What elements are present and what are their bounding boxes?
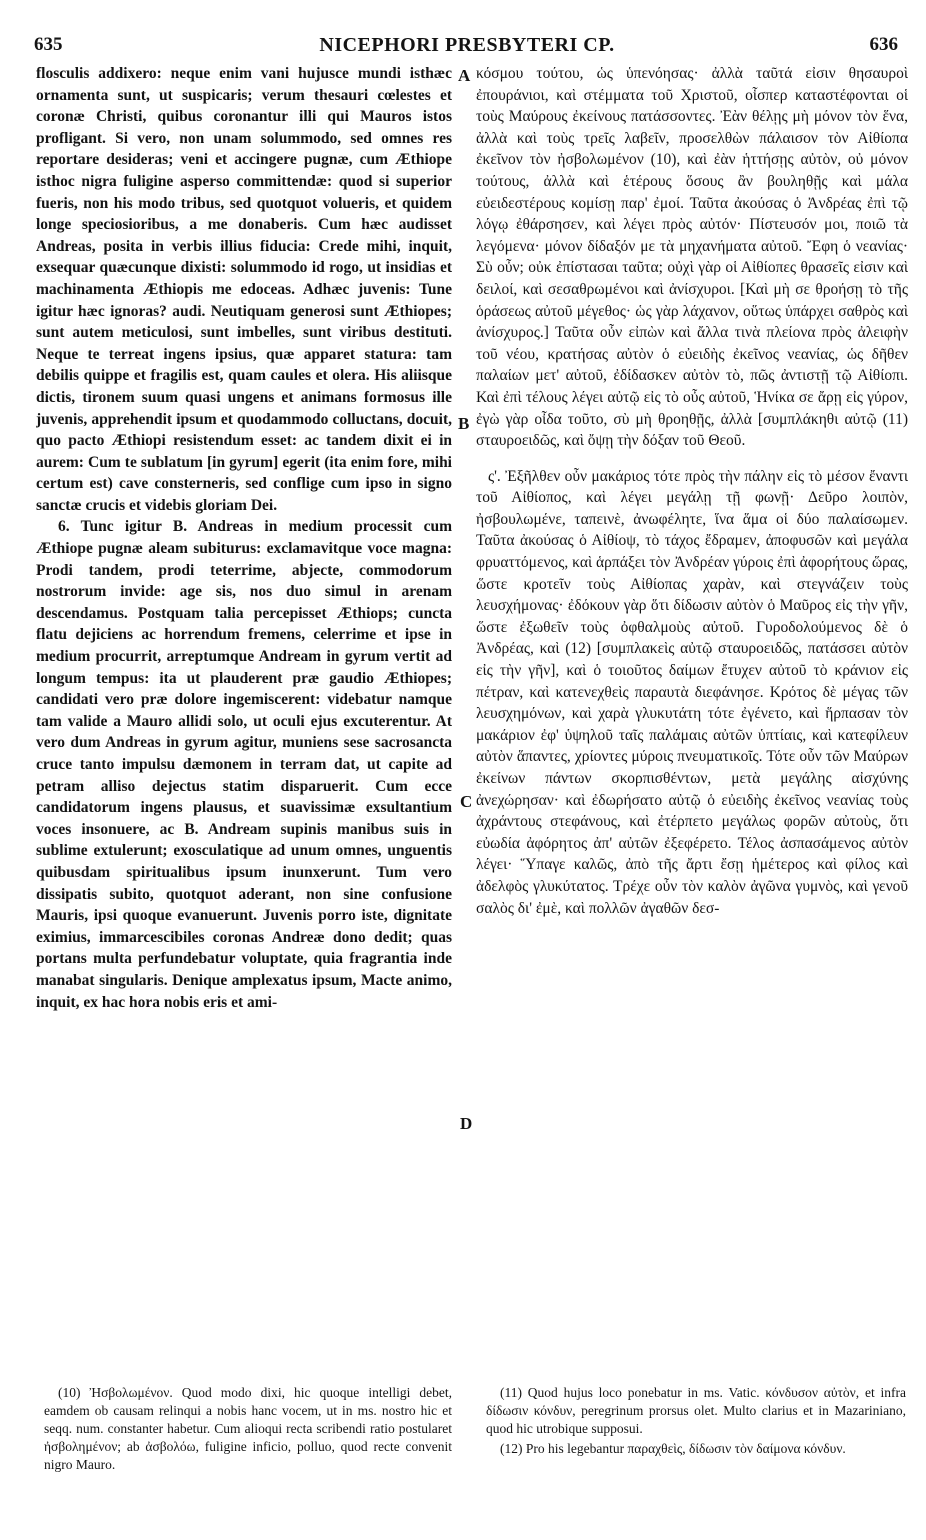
footnote: (12) Pro his legebantur παραχθεὶς, δίδωσιν τὸν δαίμονα κόνδυν. <box>500 1441 846 1456</box>
margin-letter-b: B <box>458 414 470 433</box>
page-number-left: 635 <box>34 34 63 55</box>
greek-paragraph: κόσμου τούτου, ὡς ὑπενόησας· ἀλλὰ ταῦτά εἰσιν θησαυροὶ ἐπουράνιοι, καὶ στέμματα τοῦ Χριστοῦ, οἷσπερ καταστέφονται οἱ τοὺς Μαύρους ἐκείνους πατάσσοντες. Ἐὰν θέλῃς μὴ μόνον τὸν ἕνα, ἀλλὰ καὶ τοὺς τρεῖς λαβεῖν, προσελθὼν πάλαισον τὸν Αἰθίοπα ἐκεῖνον τὸν ἠσβολωμένον (10), καὶ ἐὰν ἡττήσῃς αὐτὸν, οὐ μόνον τούτους, ἀλλὰ καὶ ἑτέρους ὅσους ἂν βουληθῇς καὶ μάλα εὐειδεστέρους κομίσῃ παρ' ἐμοί. Ταῦτα ἀκούσας ὁ Ἀνδρέας ἐπὶ τῷ λόγῳ ἐθάρσησεν, καὶ λέγει πρὸς αὐτόν· Πίστευσόν μοι, ποιῶ τὰ λεγόμενα· μόνον δίδαξόν με τὰ μηχανήματα αὐτοῦ. Ἔφη ὁ νεανίας· Σὺ οὖν; οὐκ ἐπίστασαι ταῦτα; οὐχὶ γὰρ οἱ Αἰθίοπες θρασεῖς εἰσιν καὶ δειλοί, καὶ σεσαθρωμένοι καὶ ἀνίσχυροι. [Καὶ μὴ σε θροήσῃ τὸ τῆς ὁράσεως αὐτοῦ μέγεθος· ὡς γὰρ λάχανον, οὕτως ὑπάρχει σαθρὸς καὶ ἀνίσχυρος.] Ταῦτα οὖν εἰπὼν καὶ ἄλλα τινὰ πλείονα πρὸς ἀλειφὴν τοῦ νέου, κρατήσας αὐτὸν ὁ εὐειδὴς ἐκεῖνος νεανίας, ὡς δῆθεν παλαίων μετ' αὐτοῦ, ἐδίδασκεν αὐτὸν τὸ, πῶς ἀντιστῇ τῷ Αἰθίοπι. Καὶ ἐπὶ τέλους λέγει αὐτῷ εἰς τὸ οὖς αὐτοῦ, Ἡνίκα σε ἄρῃ εἰς γύρον, ἐγὼ γὰρ οἶδα τοῦτο, σὺ μὴ θροηθῇς, ἀλλὰ [συμπλάκηθι αὐτῷ (11) σταυροειδῶς, καὶ ὄψῃ τὴν δόξαν τοῦ Θεοῦ. <box>476 65 908 450</box>
page-number-right: 636 <box>869 34 898 55</box>
footnotes-left <box>44 1384 452 1514</box>
greek-paragraph: ς'. Ἐξῆλθεν οὖν μακάριος τότε πρὸς τὴν πάλην εἰς τὸ μέσον ἔναντι τοῦ Αἰθίοπος, καὶ λέγει μεγάλῃ τῇ φωνῇ· Δεῦρο λοιπὸν, ἠσβουλωμένε, ταπεινὲ, ἀνωφέλητε, ἵνα ἅμα οἱ δύο παλαίσωμεν. Ταῦτα ἀκούσας ὁ Αἰθίοψ, τὸ τάχος ἔδραμεν, ἀποφυσῶν καὶ μεγάλα φρυαττόμενος, καὶ ἁρπάξει τὸν Ἀνδρέαν γύροις ἐπὶ ἀφορήτους ὥρας, ὥστε κροτεῖν τοὺς Αἰθίοπας χαρὰν, καὶ στεγνάζειν τοὺς λευσχήμονας· ἐδόκουν γὰρ ὅτι δίδωσιν αὐτὸν ὁ Μαῦρος εἰς τὴν γῆν, ὥστε ἐξωθεῖν τοὺς ὀφθαλμοὺς αὐτοῦ. Γυροδολούμενος δὲ ὁ Ἀνδρέας, καὶ (12) [συμπλακεὶς αὐτῷ σταυροειδῶς, πατάσσει αὐτὸν εἰς τὴν γῆν], καὶ ὁ τοιοῦτος δαίμων ἔτυχεν αὐτοῦ τὸ κράνιον εἰς πέτραν, καὶ κατενεχθεὶς παραυτὰ διεφάνησε. Κρότος δὲ μέγας τῶν λευσχημόνων, καὶ χαρὰ γλυκυτάτη τότε ἐγένετο, καὶ ἥρπασαν τὸν μακάριον ἐφ' ὑψηλοῦ ταῖς παλάμαις αὐτῶν ὑπτίαις, καὶ κατεφίλευν αὐτὸν ἅπαντες, χρίοντες μύροις πνευματικοῖς. Τότε οὖν τῶν Μαύρων ἐκείνων πάντων σκορπισθέντων, μετὰ μεγάλης αἰσχύνης ἀνεχώρησαν· καὶ ἐδωρήσατο αὐτῷ ὁ εὐειδὴς ἐκεῖνος νεανίας τοὺς ἀχράντους στεφάνους, καὶ ἐτέρπετο μεγάλως φορῶν αὐτοὺς, ὅτι εὐωδία ἀφόρητος ἀπ' αὐτῶν ἐξεφέρετο. Τέλος ἀσπασάμενος αὐτὸν λέγει· Ὕπαγε καλῶς, ἀπὸ τῆς ἄρτι ἔσῃ ἡμέτερος καὶ φίλος καὶ ἀδελφὸς γλυκύτατος. Τρέχε οὖν τὸν καλὸν ἀγῶνα γυμνὸς, καὶ γενοῦ σαλὸς δι' ἐμὲ, καὶ πολλῶν ἀγαθῶν δεσ- <box>476 467 908 917</box>
footnote: (11) Quod hujus loco ponebatur in ms. Vatic. κόνδυσον αὐτὸν, et infra δίδωσιν κόνδυν, peregrinum prorsus olet. Multo clarius et in Mazariniano, quod hic utrobique supposui. <box>486 1385 906 1436</box>
margin-letter-d: D <box>460 1114 473 1133</box>
page-header <box>28 34 906 60</box>
latin-column <box>36 63 452 1351</box>
margin-letter-c: C <box>460 792 473 811</box>
latin-paragraph: 6. Tunc igitur B. Andreas in medium processit cum Æthiope pugnæ aleam subiturus: exclamavitque voce magna: Prodi tandem, prodi teterrime, abjecte, commodorum nostrorum invide: age sis, nos duo simul in arenam descendamus. Postquam talia percepisset Æthiops; cuncta flatu dejiciens ac horrendum fremens, celerrime et ipse in medium procurrit, arreptumque Andream in gyrum vertit ad longum tempus: ita ut plauderent præ gaudio Æthiopes; candidati vero præ dolore ingemiscerent: videbatur namque tam valide a Mauro allidi solo, ut oculi ejus excuterentur. At vero dum Andreas in gyrum agitur, muniens sese sacrosancta cruce tanto impulsu dæmonem in terram dat, ut capite ad petram alliso dejectus statim disparuerit. Cum ecce candidatorum ingens plausus, et suavissimæ exsultantium voces insonuere, ac B. Andream supinis manibus suis in sublime extulerunt; exosculatique ad unum omnes, unguentis quibusdam spiritualibus ipsum inunxerunt. Tum vero dissipatis subito, quotquot aderant, non sine confusione Mauris, ipsi quoque evanuerunt. Juvenis porro iste, dignitate eximius, immarcescibiles coronas Andreæ dono dedit; quas portans multa perfundebatur voluptate, quia fragrantia inde manabat singularis. Denique amplexatus ipsum, Macte animo, inquit, ex hac hora nobis eris et ami- <box>36 518 452 1011</box>
latin-paragraph: flosculis addixero: neque enim vani hujusce mundi isthæc ornamenta sunt, ut suspicaris; verum thesauri cœlestes et coronæ Christi, quibus coronantur illi qui Mauros istos profligant. Si vero, non unam solummodo, sed omnes res reportare desideras; veni et accingere pugnæ, cum Æthiope isthoc nigra fuligine asperso committendæ: quod si superior fueris, non his modo tribus, sed quotquot volueris, et quidem longe speciosioribus, a me donaberis. Cum hæc audisset Andreas, posita in verbis illius fiducia: Crede mihi, inquit, exsequar quæcunque dixisti: solummodo id rogo, ut insidias et machinamenta Æthiopis me edoceas. Adhæc juvenis: Tune igitur hæc ignoras? audi. Neutiquam generosi sunt Æthiopes; sunt autem meticulosi, sunt imbelles, sunt viribus destituti. Neque te terreat ingens ipsius, quæ apparet statura: tam debilis quippe et fragilis est, quam caules et olera. His aliisque dictis, tironem suum quasi ungens et animans formosus ille juvenis, apprehendit ipsum et quodammodo colluctans, docuit, quo pacto Æthiopi resistendum esset: ac tandem dixit ei in aurem: Cum te sublatum [in gyrum] egerit (ita enim fore, mihi certum est) cave consterneris, sed confligе cum ipso in signo sanctæ crucis et videbis gloriam Dei. <box>36 65 452 514</box>
running-title: NICEPHORI PRESBYTERI CP. <box>319 34 615 56</box>
footnote: (10) Ἠσβολωμένον. Quod modo dixi, hic quoque intelligi debet, eamdem ob causam relinqui a nobis hanc vocem, ut in ms. nostro hic et seqq. num. constanter habetur. Cum alioqui recta scribendi ratio postularet ἠσβολημένον; ab ἀσβολόω, fuligine inficio, polluo, quod recte convenit nigro Mauro. <box>44 1385 452 1472</box>
margin-letter-a: A <box>458 66 471 85</box>
footnotes-right <box>486 1384 906 1514</box>
greek-column <box>476 63 908 1351</box>
